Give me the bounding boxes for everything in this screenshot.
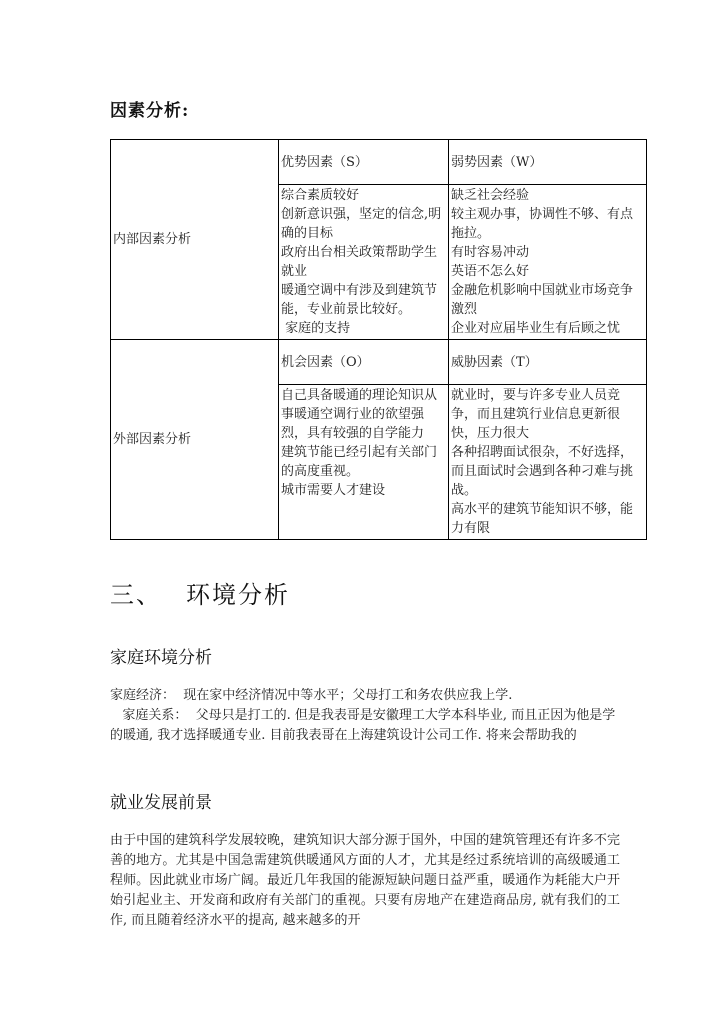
family-analysis-heading: 家庭环境分析 <box>110 648 212 668</box>
family-paragraph <box>110 686 620 746</box>
opportunities-cell <box>279 385 449 540</box>
list-item: 各种招聘面试很杂，不好选择，而且面试时会遇到各种刁难与挑战。 <box>451 445 634 498</box>
external-factor-label: 外部因素分析 <box>111 340 279 540</box>
list-item: 高水平的建筑节能知识不够，能力有限 <box>451 502 634 536</box>
list-item: 家庭的支持 <box>281 321 351 336</box>
weaknesses-cell <box>449 185 647 340</box>
opportunities-header: 机会因素（O） <box>279 340 449 385</box>
list-item: 缺乏社会经验 <box>451 188 530 203</box>
table-row <box>111 340 647 385</box>
family-economy-text: 家庭经济： 现在家中经济情况中等水平；父母打工和务农供应我上学. <box>110 688 513 703</box>
list-item: 创新意识强，坚定的信念,明确的目标 <box>281 207 442 241</box>
list-item: 建筑节能已经引起有关部门的高度重视。 <box>281 445 438 479</box>
list-item: 自己具备暖通的理论知识从事暖通空调行业的欲望强烈，具有较强的自学能力 <box>281 388 438 441</box>
list-item: 暖通空调中有涉及到建筑节能，专业前景比较好。 <box>281 283 438 317</box>
employment-heading: 就业发展前景 <box>110 793 212 813</box>
list-item: 就业时，要与许多专业人员竞争，而且建筑行业信息更新很快，压力很大 <box>451 388 621 441</box>
list-item: 政府出台相关政策帮助学生就业 <box>281 245 438 279</box>
strengths-cell <box>279 185 449 340</box>
threats-header: 威胁因素（T） <box>449 340 647 385</box>
factor-analysis-heading: 因素分析: <box>110 101 190 121</box>
internal-factor-label: 内部因素分析 <box>111 140 279 340</box>
list-item: 较主观办事，协调性不够、有点拖拉。 <box>451 207 634 241</box>
section-title: 环境分析 <box>186 581 290 609</box>
list-item: 综合素质较好 <box>281 188 360 203</box>
weaknesses-header: 弱势因素（W） <box>449 140 647 185</box>
list-item: 金融危机影响中国就业市场竞争激烈 <box>451 283 634 317</box>
table-row <box>111 140 647 185</box>
strengths-header: 优势因素（S） <box>279 140 449 185</box>
employment-text: 由于中国的建筑科学发展较晚，建筑知识大部分源于国外，中国的建筑管理还有许多不完善的地方。尤其是中国急需建筑供暖通风方面的人才，尤其是经过系统培训的高级暖通工程师。因此就业市场广阔。最近几年我国的能源短缺问题日益严重，暖通作为耗能大户开始引起业主、开发商和政府有关部门的重视。只要有房地产在建造商品房, 就有我们的工作, 而且随着经济水平的提高, 越来越多的开 <box>110 833 620 928</box>
list-item: 有时容易冲动 <box>451 245 530 260</box>
list-item: 英语不怎么好 <box>451 264 530 279</box>
list-item: 城市需要人才建设 <box>281 483 386 498</box>
section-number: 三、 <box>110 581 162 609</box>
threats-cell <box>449 385 647 540</box>
section-heading <box>110 575 290 610</box>
swot-table <box>110 139 647 540</box>
family-relations-text: 家庭关系： 父母只是打工的. 但是我表哥是安徽理工大学本科毕业, 而且正因为他是学的暖通, 我才选择暖通专业. 目前我表哥在上海建筑设计公司工作. 将来会帮助我的 <box>110 708 616 743</box>
list-item: 企业对应届毕业生有后顾之忧 <box>451 321 621 336</box>
